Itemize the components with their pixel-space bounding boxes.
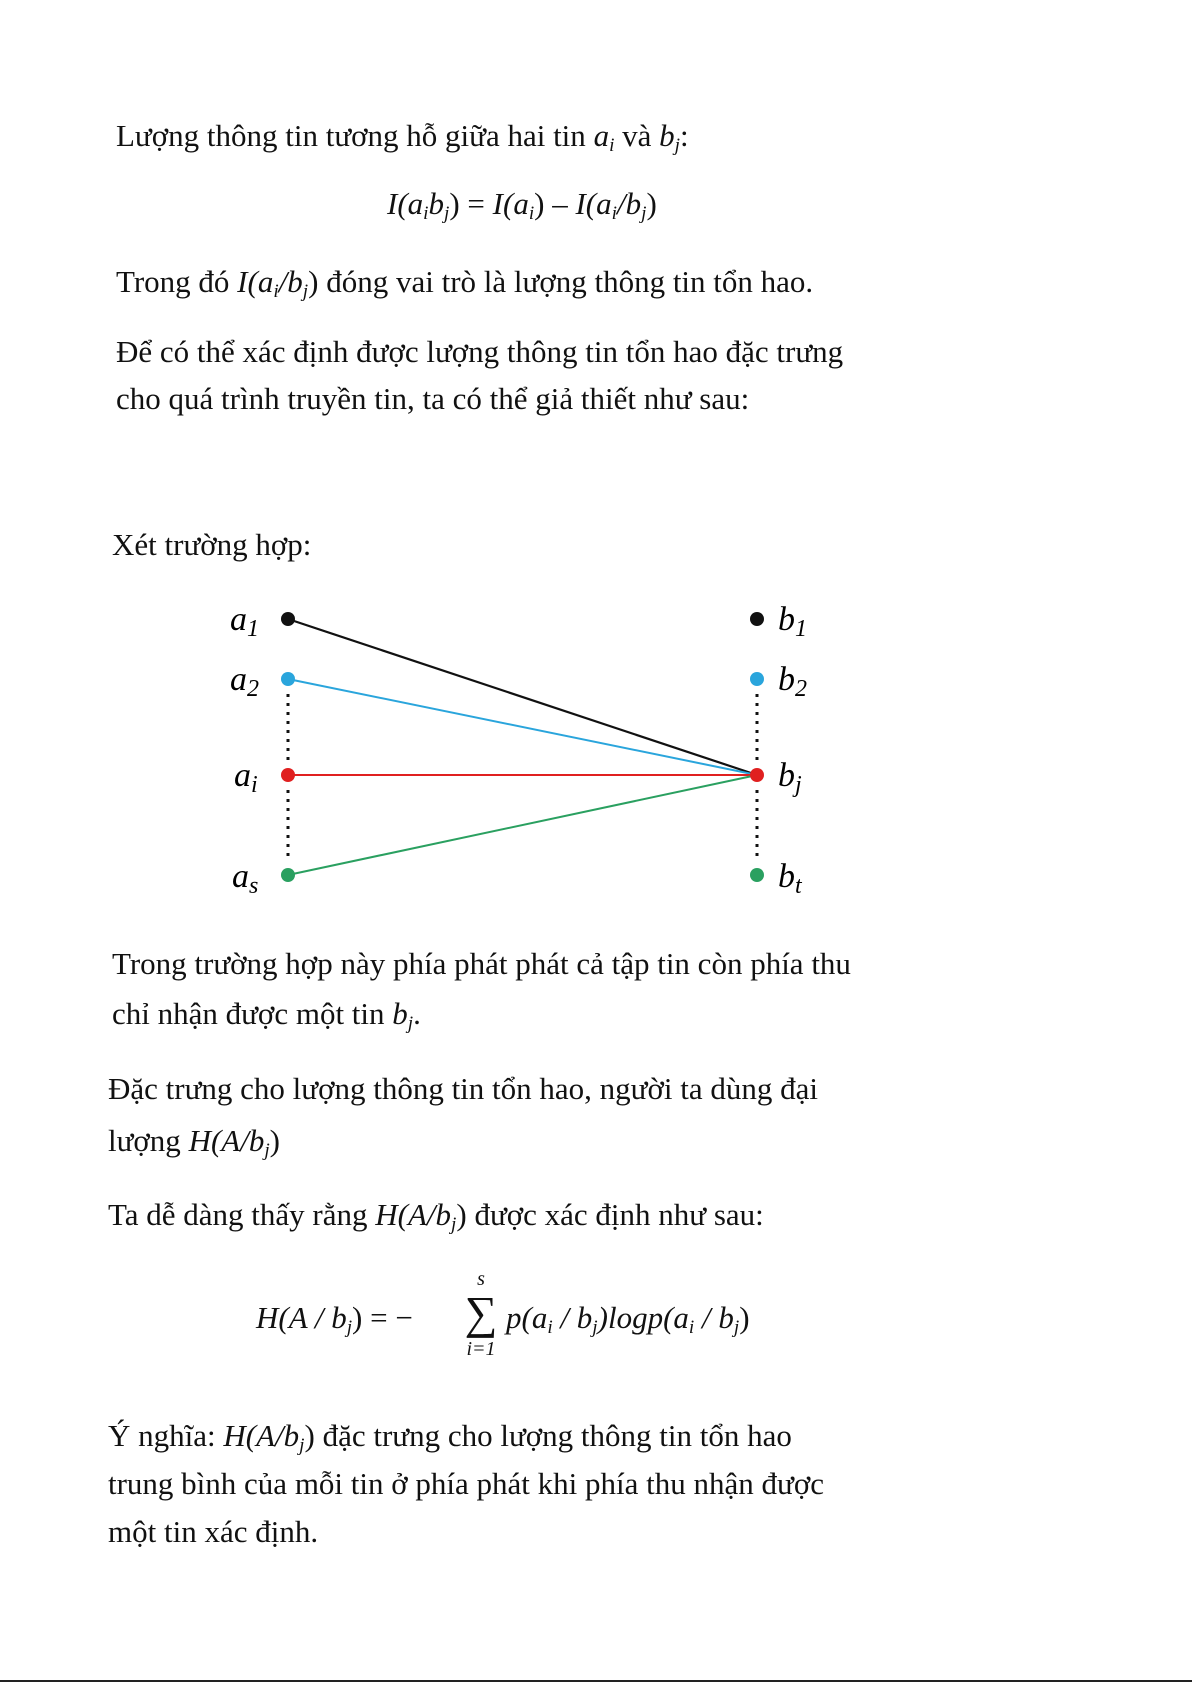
intro-paragraph: Lượng thông tin tương hỗ giữa hai tin $a_i$ và $b_j$: xyxy=(116,118,689,156)
line-as-bj xyxy=(288,775,757,875)
meaning-line-2: trung bình của mỗi tin ở phía phát khi phía thu nhận được xyxy=(108,1466,824,1501)
dot-as xyxy=(281,868,295,882)
entropy-formula-intro: Ta dễ dàng thấy rằng $H(A/b_j)$ được xác định như sau: xyxy=(108,1197,764,1235)
line-a1-bj xyxy=(288,619,757,775)
label-ai: ai xyxy=(234,757,258,798)
loss-definition-paragraph: Trong đó $I(a_i/b_j)$ đóng vai trò là lượng thông tin tổn hao. xyxy=(116,264,814,302)
dot-b2 xyxy=(750,672,764,686)
line-a2-bj xyxy=(288,679,757,775)
case-description-line-1: Trong trường hợp này phía phát phát cả tập tin còn phía thu xyxy=(112,946,851,981)
summation-sign: s ∑ i=1 xyxy=(464,1268,498,1360)
label-b2: b2 xyxy=(778,661,807,702)
label-b1: b1 xyxy=(778,601,807,642)
page-bottom-border xyxy=(0,1680,1192,1682)
entropy-intro-line-1: Đặc trưng cho lượng thông tin tổn hao, người ta dùng đại xyxy=(108,1071,818,1106)
channel-diagram xyxy=(200,590,840,910)
dot-a2 xyxy=(281,672,295,686)
dot-b1 xyxy=(750,612,764,626)
conditional-entropy-equation: $H(A / b_j)$ = − s ∑ i=1 $p(a_i / b_j)\log p(a_i / b_j)$ xyxy=(256,1268,750,1360)
label-a2: a2 xyxy=(230,661,259,702)
meaning-line-1: Ý nghĩa: $H(A/b_j)$ đặc trưng cho lượng thông tin tổn hao xyxy=(108,1418,792,1456)
dot-bj xyxy=(750,768,764,782)
case-heading: Xét trường hợp: xyxy=(112,527,312,562)
meaning-line-3: một tin xác định. xyxy=(108,1514,319,1549)
dot-ai xyxy=(281,768,295,782)
assumption-line-1: Để có thể xác định được lượng thông tin tổn hao đặc trưng xyxy=(116,334,844,369)
label-bj: bj xyxy=(778,757,802,798)
mutual-information-equation: $I(a_ib_j) = I(a_i) - I(a_i/b_j)$ xyxy=(387,186,657,224)
label-a1: a1 xyxy=(230,601,259,642)
label-as: as xyxy=(232,858,259,899)
case-description-line-2: chỉ nhận được một tin $b_j$. xyxy=(112,996,421,1034)
assumption-line-2: cho quá trình truyền tin, ta có thể giả thiết như sau: xyxy=(116,381,750,416)
dot-a1 xyxy=(281,612,295,626)
entropy-intro-line-2: lượng $H(A/b_j)$ xyxy=(108,1123,280,1161)
label-bt: bt xyxy=(778,858,802,899)
dot-bt xyxy=(750,868,764,882)
